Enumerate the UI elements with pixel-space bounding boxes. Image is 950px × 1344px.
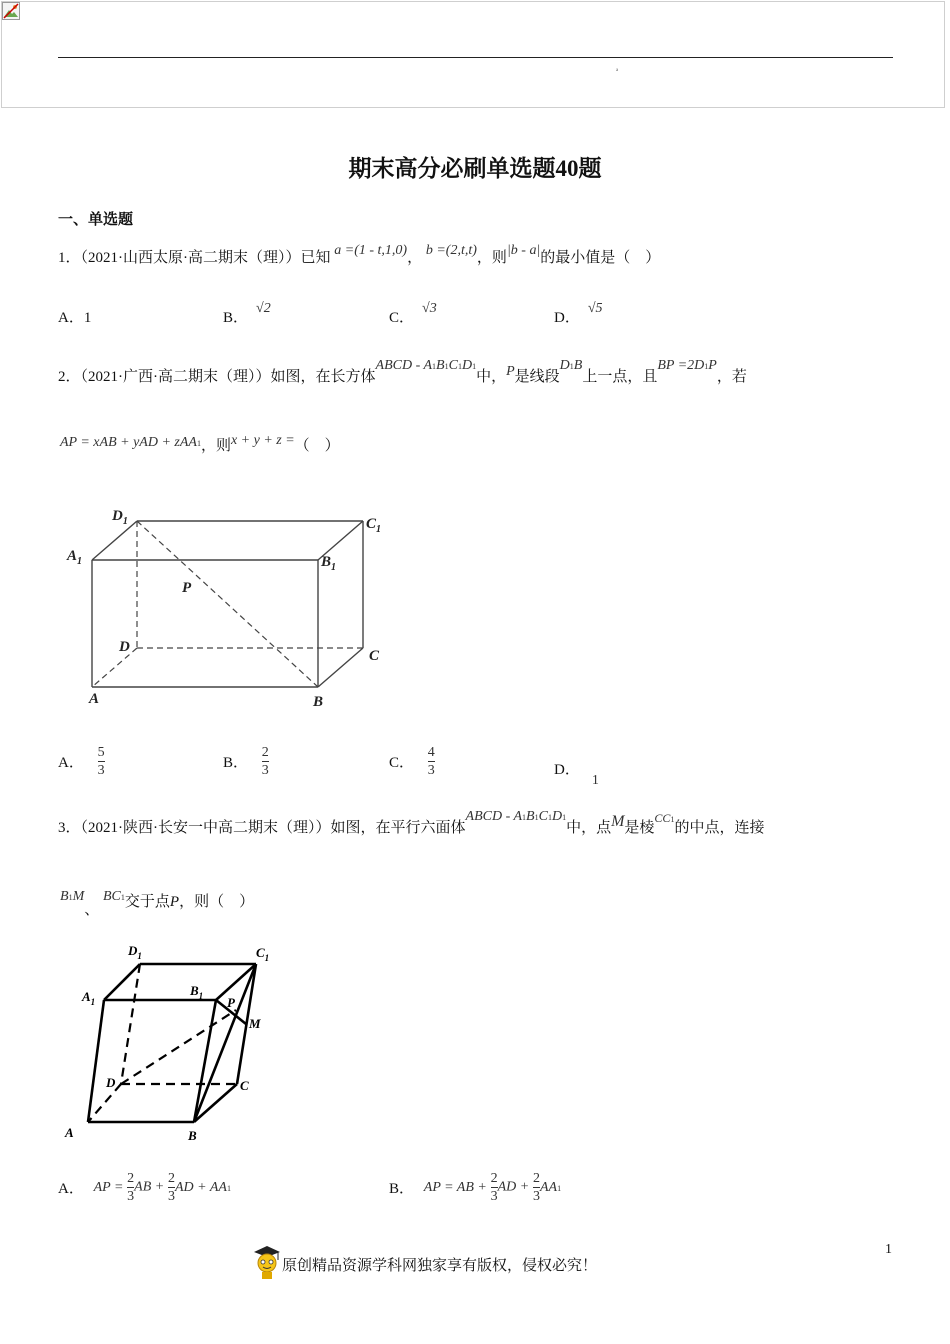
parallelepiped-solid-edges xyxy=(88,964,256,1122)
broken-image-icon xyxy=(2,2,20,20)
label-c: C xyxy=(369,648,380,664)
question-2-line2: AP = xAB + yAD + zAA1，则x + y + z =（ ） xyxy=(60,433,340,454)
q1-option-c[interactable]: C．√3 xyxy=(389,301,437,326)
label-a1: $A_1$ xyxy=(67,548,83,567)
q2-option-a[interactable]: A． $\frac{5}{3}$ xyxy=(58,745,105,778)
parallelepiped-figure xyxy=(60,938,290,1148)
q1-tail: 的最小值是（ ） xyxy=(540,250,661,266)
q3-source: （2021·陕西·长安一中高二期末（理））如图，在平行六面体 xyxy=(80,820,466,836)
q2-vector-equation: AP = xAB + yAD + zAA1 xyxy=(60,435,201,450)
question-1 xyxy=(58,243,661,267)
label-d1: $D_1$ xyxy=(112,508,128,527)
q2-option-b[interactable]: B． $\frac{2}{3}$ xyxy=(223,745,269,778)
label-b: B xyxy=(188,1128,197,1143)
footer-copyright: 原创精品资源学科网独家享有版权，侵权必究！ xyxy=(282,1256,598,1274)
parallelepiped-hidden-edges xyxy=(88,964,237,1122)
q1-option-b[interactable]: B．√2 xyxy=(223,301,271,326)
q1-comma: ， xyxy=(407,250,423,266)
label-a: A xyxy=(89,691,100,707)
label-p: P xyxy=(182,580,192,596)
q2-source: （2021·广西·高二期末（理））如图，在长方体 xyxy=(80,369,376,385)
header-box xyxy=(1,1,945,108)
header-rule xyxy=(58,57,893,58)
label-p: P xyxy=(227,995,235,1010)
q1-vector-b: b =(2,t,t) xyxy=(425,243,477,258)
q2-option-c[interactable]: C． $\frac{4}{3}$ xyxy=(389,745,435,778)
question-2: 2．（2021·广西·高二期末（理））如图，在长方体ABCD - A1B1C1D1中，P是线段D1B上一点，且BP =2D1P，若 xyxy=(58,358,747,385)
q1-source: （2021·山西太原·高二期末（理））已知 xyxy=(80,250,331,266)
q1-option-a[interactable]: A．1 xyxy=(58,310,92,326)
q1-number: 1． xyxy=(58,250,81,266)
label-a: A xyxy=(65,1125,74,1140)
question-3: 3．（2021·陕西·长安一中高二期末（理））如图，在平行六面体ABCD - A1B1C1D1中，点M是棱$^{CC1}$的中点，连接 xyxy=(58,809,765,836)
q2-solid: ABCD - A1B1C1D1 xyxy=(375,358,477,373)
q3-option-a[interactable]: A． AP = $\frac{2}{3}$ AB + $\frac{2}{3}$ AD + AA1 xyxy=(58,1171,231,1204)
q1-then: ，则 xyxy=(476,250,507,266)
q1-expression: |b - a| xyxy=(506,243,541,258)
label-a1: $A_1$ xyxy=(82,989,96,1007)
label-d: D xyxy=(106,1075,116,1090)
label-c1: $C_1$ xyxy=(366,516,382,535)
mascot-icon xyxy=(252,1244,282,1280)
q1-vector-a: a =(1 - t,1,0) xyxy=(334,243,408,258)
section-heading: 一、单选题 xyxy=(58,212,134,228)
label-b1: $B_1$ xyxy=(190,983,204,1001)
q2-ratio: BP =2D1P xyxy=(657,358,717,373)
cuboid-figure xyxy=(60,500,400,715)
page-title: 期末高分必刷单选题40题 xyxy=(348,156,602,181)
label-d: D xyxy=(119,639,130,655)
q2-option-d[interactable]: D．1 xyxy=(554,762,599,788)
header-mark: ᵃ xyxy=(616,66,619,75)
q3-solid: ABCD - A1B1C1D1 xyxy=(465,809,567,824)
label-b: B xyxy=(313,694,324,710)
label-m: M xyxy=(249,1016,261,1031)
cuboid-hidden-edges xyxy=(92,521,363,687)
page-number: 1 xyxy=(885,1242,892,1257)
label-d1: $D_1$ xyxy=(128,943,142,961)
q1-option-d[interactable]: D．√5 xyxy=(554,301,603,326)
label-c1: $C_1$ xyxy=(256,945,270,963)
question-3-line2: B1M、 BC1交于点P，则（ ） xyxy=(60,889,255,918)
label-c: C xyxy=(240,1078,249,1093)
q3-option-b[interactable]: B． AP = AB + $\frac{2}{3}$ AD + $\frac{2}{3}$ AA1 xyxy=(389,1171,562,1204)
label-b1: $B_1$ xyxy=(321,554,337,573)
